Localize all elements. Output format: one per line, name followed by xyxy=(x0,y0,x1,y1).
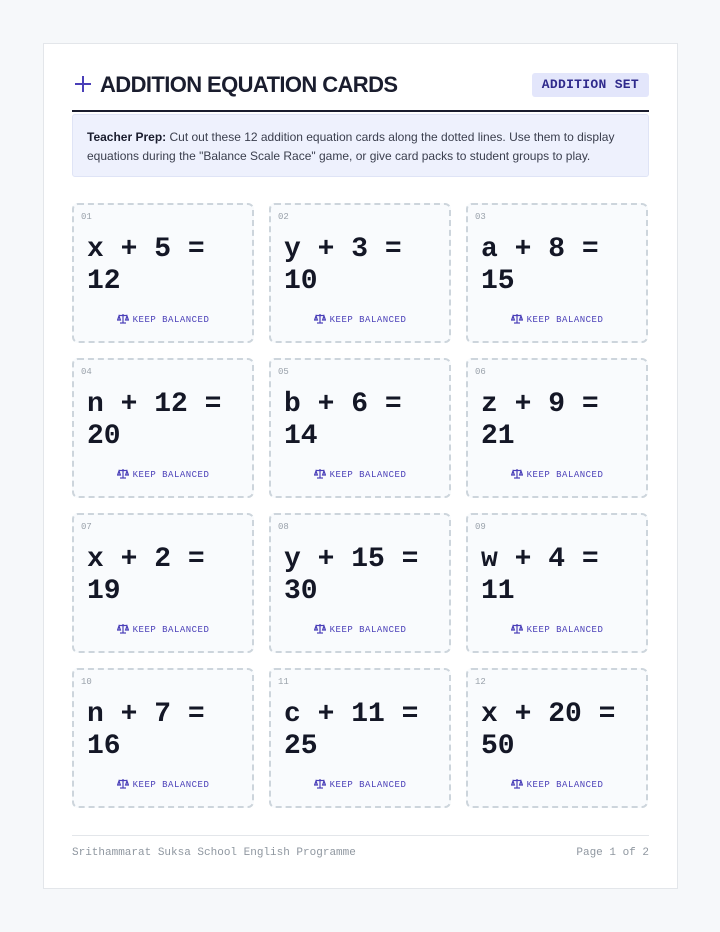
balance-scale-icon xyxy=(511,623,523,634)
card-equation xyxy=(87,234,252,298)
card-equation xyxy=(284,389,449,453)
card-equation xyxy=(87,544,252,608)
card-equation xyxy=(481,389,646,453)
balance-scale-icon xyxy=(314,468,326,479)
equation-left-side: w + 4 = xyxy=(481,544,599,575)
plus-icon xyxy=(74,75,92,93)
card-number: 06 xyxy=(475,367,486,377)
card-equation xyxy=(87,699,252,763)
balance-scale-icon xyxy=(117,468,129,479)
card-number: 12 xyxy=(475,677,486,687)
equation-sum: 50 xyxy=(481,731,515,762)
card-number: 05 xyxy=(278,367,289,377)
equation-card xyxy=(269,203,451,343)
card-number: 01 xyxy=(81,212,92,222)
equation-left-side: x + 20 = xyxy=(481,699,616,730)
balance-scale-icon xyxy=(117,778,129,789)
equation-left-side: y + 3 = xyxy=(284,234,402,265)
card-tag xyxy=(271,623,449,636)
card-tag-label: KEEP BALANCED xyxy=(526,780,604,790)
card-tag-label: KEEP BALANCED xyxy=(132,315,210,325)
card-tag xyxy=(74,623,252,636)
equation-sum: 15 xyxy=(481,266,515,297)
footer-school: Srithammarat Suksa School English Programme xyxy=(72,847,356,859)
card-tag xyxy=(468,468,646,481)
equation-sum: 16 xyxy=(87,731,121,762)
card-equation xyxy=(481,234,646,298)
card-number: 09 xyxy=(475,522,486,532)
card-tag-label: KEEP BALANCED xyxy=(132,780,210,790)
equation-card xyxy=(466,358,648,498)
equation-left-side: x + 2 = xyxy=(87,544,205,575)
card-tag-label: KEEP BALANCED xyxy=(329,315,407,325)
card-tag-label: KEEP BALANCED xyxy=(329,625,407,635)
card-tag xyxy=(271,778,449,791)
balance-scale-icon xyxy=(511,313,523,324)
card-number: 11 xyxy=(278,677,289,687)
equation-card xyxy=(466,668,648,808)
worksheet-page xyxy=(43,43,678,889)
balance-scale-icon xyxy=(511,778,523,789)
card-tag xyxy=(74,778,252,791)
page-title: ADDITION EQUATION CARDS xyxy=(100,72,398,97)
equation-left-side: c + 11 = xyxy=(284,699,419,730)
card-tag-label: KEEP BALANCED xyxy=(526,625,604,635)
card-tag-label: KEEP BALANCED xyxy=(526,470,604,480)
equation-sum: 25 xyxy=(284,731,318,762)
header xyxy=(72,72,649,112)
equation-left-side: n + 7 = xyxy=(87,699,205,730)
card-equation xyxy=(284,544,449,608)
equation-sum: 11 xyxy=(481,576,515,607)
equation-sum: 10 xyxy=(284,266,318,297)
balance-scale-icon xyxy=(314,778,326,789)
card-number: 03 xyxy=(475,212,486,222)
card-number: 10 xyxy=(81,677,92,687)
card-equation xyxy=(284,234,449,298)
card-number: 02 xyxy=(278,212,289,222)
equation-sum: 30 xyxy=(284,576,318,607)
footer-page-number: Page 1 of 2 xyxy=(576,847,649,859)
balance-scale-icon xyxy=(511,468,523,479)
card-tag-label: KEEP BALANCED xyxy=(132,625,210,635)
card-tag xyxy=(271,313,449,326)
card-tag-label: KEEP BALANCED xyxy=(132,470,210,480)
card-tag xyxy=(271,468,449,481)
equation-card xyxy=(269,358,451,498)
card-equation xyxy=(481,699,646,763)
card-tag-label: KEEP BALANCED xyxy=(526,315,604,325)
note-text: Cut out these 12 addition equation cards along the dotted lines. Use them to display equations during the "Balance Scale Race" game, or give card packs to student groups to play. xyxy=(87,130,615,163)
balance-scale-icon xyxy=(117,313,129,324)
card-tag-label: KEEP BALANCED xyxy=(329,780,407,790)
card-tag xyxy=(468,778,646,791)
equation-left-side: n + 12 = xyxy=(87,389,222,420)
equation-left-side: z + 9 = xyxy=(481,389,599,420)
equation-card xyxy=(466,203,648,343)
equation-sum: 12 xyxy=(87,266,121,297)
equation-card xyxy=(269,668,451,808)
card-equation xyxy=(481,544,646,608)
equation-sum: 20 xyxy=(87,421,121,452)
equation-left-side: x + 5 = xyxy=(87,234,205,265)
card-tag xyxy=(468,623,646,636)
card-equation xyxy=(284,699,449,763)
balance-scale-icon xyxy=(314,313,326,324)
card-number: 07 xyxy=(81,522,92,532)
equation-sum: 19 xyxy=(87,576,121,607)
equation-sum: 21 xyxy=(481,421,515,452)
footer xyxy=(72,835,649,860)
equation-sum: 14 xyxy=(284,421,318,452)
equation-card xyxy=(72,668,254,808)
balance-scale-icon xyxy=(314,623,326,634)
equation-card xyxy=(72,513,254,653)
card-tag xyxy=(74,468,252,481)
equation-card xyxy=(72,358,254,498)
card-tag xyxy=(74,313,252,326)
equation-card xyxy=(466,513,648,653)
equation-card xyxy=(269,513,451,653)
equation-left-side: b + 6 = xyxy=(284,389,402,420)
card-equation xyxy=(87,389,252,453)
card-tag-label: KEEP BALANCED xyxy=(329,470,407,480)
equation-card xyxy=(72,203,254,343)
balance-scale-icon xyxy=(117,623,129,634)
equation-left-side: y + 15 = xyxy=(284,544,419,575)
card-number: 08 xyxy=(278,522,289,532)
teacher-prep-note xyxy=(72,114,649,177)
equation-left-side: a + 8 = xyxy=(481,234,599,265)
note-label: Teacher Prep: xyxy=(87,130,167,144)
card-tag xyxy=(468,313,646,326)
set-badge: ADDITION SET xyxy=(532,73,649,97)
card-number: 04 xyxy=(81,367,92,377)
